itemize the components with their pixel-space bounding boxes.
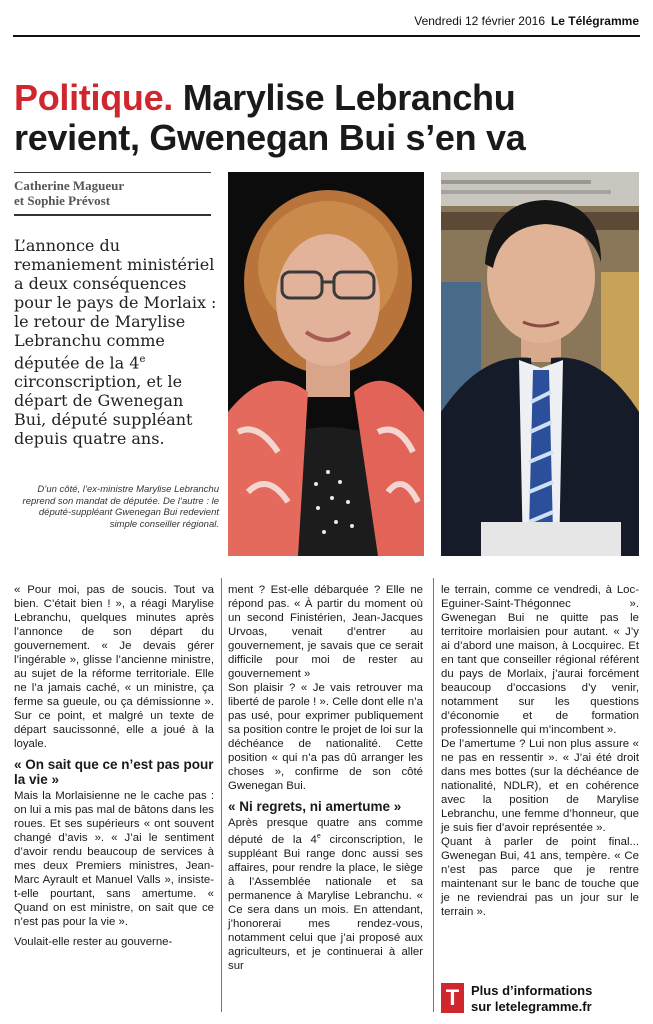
paragraph: Quant à parler de point final... Gwenegan Bui, 41 ans, tempère. « Ce n’est pas parce que je rentre maintenant sur le banc de touche que je ne reviendrai pas un jour sur le terrain ». [441,836,639,918]
byline-rule-top [14,172,211,173]
byline [14,178,214,208]
article-column-3 [441,583,639,919]
paragraph: De l’amertume ? Lui non plus assure « ne pas en ressentir ». « J’ai été droit dans mes bottes (sur la déchéance de nationalité, NDLR), et en cohérence avec la position de Marylise Lebranchu, une femme d’honneur, que je suis fier d’avoir représentée ». [441,738,639,834]
portrait-woman-icon [228,172,424,556]
header-rule [13,35,640,37]
headline-line1: Marylise Lebranchu [173,77,516,118]
headline-line2: revient, Gwenegan Bui s’en va [14,117,526,158]
portrait-man-icon [441,172,639,556]
publication-name: Le Télégramme [550,14,639,28]
lead-text-1: L’annonce du remaniement ministériel a deux conséquences pour le pays de Morlaix : le retour de Marylise Lebranchu comme députée de la 4 [14,236,217,373]
article-column-2 [228,583,423,973]
photo-caption: D’un côté, l’ex-ministre Marylise Lebranchu reprend son mandat de députée. De l’autre : le député-suppléant Gwenegan Bui redevient simple conseiller régional. [22,484,219,530]
subheading-1: « On sait que ce n’est pas pour la vie » [14,757,214,787]
photo-marylise-lebranchu [228,172,424,556]
column-divider-2 [433,578,434,1012]
paragraph: Mais la Morlaisienne ne le cache pas : on lui a mis pas mal de bâtons dans les roues. Et ses supérieurs « ont souvent changé d’avis ». « J’ai le sentiment d’avoir rendu beaucoup de services à mes deux Premiers ministres, Jean-Marc Ayrault et Manuel Valls », insiste-t-elle pourtant, sans amertume. « Quand on est ministre, on sait que ce n’est pas pour la vie ». [14,790,214,928]
headline-kicker: Politique. [14,77,174,118]
lead-sup: e [139,354,146,365]
byline-author-1: Catherine Magueur [14,178,125,193]
photo-gwenegan-bui [441,172,639,556]
paragraph: « Pour moi, pas de soucis. Tout va bien. C’était bien ! », a réagi Marylise Lebranchu, quelques minutes après l’annonce de son départ du gouvernement. « Je devais gérer l’ingérable », glisse l’ancienne ministre, au sujet de la réforme territoriale. Elle ne l’a jamais caché, « un ministre, ça ferme sa gueule, ou ça démissionne ». Sur ce point, et malgré un texte de départ saucissonné, elle a joué à la loyale. [14,584,214,750]
byline-rule-bottom [14,214,211,216]
paragraph-sup: e [316,833,321,840]
paragraph [228,816,423,973]
paragraph: Son plaisir ? « Je vais retrouver ma liberté de parole ! ». Celle dont elle n’a pas usé, pour exprimer publiquement sa position contre le projet de loi sur la déchéance de nationalité. Cette position « qui n’a pas dû arranger les choses », confirme de son côté Gwenegan Bui. [228,682,423,792]
telegramme-logo-icon: T [441,983,464,1013]
more-info-promo[interactable] [441,983,641,1019]
article-lead [14,236,219,448]
lead-text-2: circonscription, et le départ de Gwenegan Bui, député suppléant depuis quatre ans. [14,372,193,449]
article-headline [14,78,634,158]
byline-author-2: et Sophie Prévost [14,193,111,208]
paragraph-text: circonscription, le suppléant Bui range donc aussi ses affaires, pour rendre la place, le siège à l’Assemblée nationale et sa permanence à Marylise Lebranchu. « Ce sera dans un mois. En attendant, j’honorerai mes rendez-vous, notamment celui que j’ai proposé aux agriculteurs, et je continuerai à aller sur [228,833,423,972]
paragraph-text: Après presque quatre ans comme député de la 4 [228,817,423,846]
paragraph: le terrain, comme ce vendredi, à Loc-Eguiner-Saint-Thégonnec ». Gwenegan Bui ne quitte pas le territoire morlaisien pour autant. « J’y ai d’abord une maison, à Locquirec. Et en tant que conseiller régional référent du pays de Morlaix, j’aurai forcément beaucoup d’occasions d’y venir, notamment sur les questions d’économie et de formation professionnelle qui m’incombent ». [441,584,639,736]
paragraph: Voulait-elle rester au gouverne- [14,936,173,948]
paragraph: ment ? Est-elle débarquée ? Elle ne répond pas. « À partir du moment où un second Finistérien, Jean-Jacques Urvoas, venait d’entrer au gouvernement, je savais que ce serait difficile pour moi de rester au gouvernement » [228,584,423,680]
promo-line-1: Plus d’informations [471,983,593,998]
promo-link[interactable]: sur letelegramme.fr [471,999,592,1014]
issue-date: Vendredi 12 février 2016 [414,14,545,28]
subheading-2: « Ni regrets, ni amertume » [228,799,402,814]
column-divider-1 [221,578,222,1012]
article-column-1 [14,583,214,949]
